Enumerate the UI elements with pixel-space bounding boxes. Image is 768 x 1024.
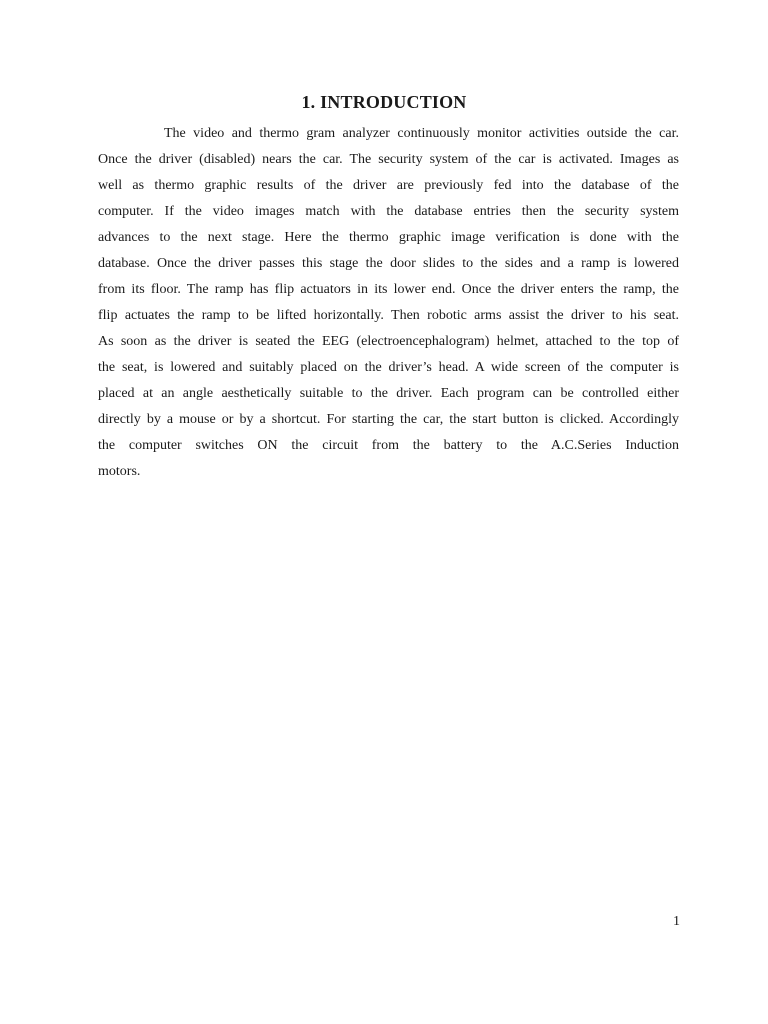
introduction-paragraph <box>98 121 679 485</box>
paragraph-line: The video and thermo gram analyzer continuously monitor activities outside the car. <box>164 126 679 141</box>
paragraph-line: the computer switches ON the circuit from the battery to the A.C.Series Induction <box>98 438 679 453</box>
paragraph-line: well as thermo graphic results of the driver are previously fed into the database of the <box>98 178 679 193</box>
paragraph-line: from its floor. The ramp has flip actuators in its lower end. Once the driver enters the ramp, the <box>98 282 679 297</box>
paragraph-line: motors. <box>98 464 141 479</box>
paragraph-line: the seat, is lowered and suitably placed on the driver’s head. A wide screen of the computer is <box>98 360 679 375</box>
paragraph-line: placed at an angle aesthetically suitable to the driver. Each program can be controlled either <box>98 386 679 401</box>
section-heading: 1. INTRODUCTION <box>301 92 467 112</box>
paragraph-line: advances to the next stage. Here the thermo graphic image verification is done with the <box>98 230 679 245</box>
paragraph-line: computer. If the video images match with the database entries then the security system <box>98 204 679 219</box>
paragraph-line: As soon as the driver is seated the EEG (electroencephalogram) helmet, attached to the top of <box>98 334 679 349</box>
paragraph-line: directly by a mouse or by a shortcut. For starting the car, the start button is clicked. Accordingly <box>98 412 679 427</box>
page-number: 1 <box>673 914 680 929</box>
paragraph-line: flip actuates the ramp to be lifted horizontally. Then robotic arms assist the driver to his seat. <box>98 308 679 323</box>
paragraph-line: Once the driver (disabled) nears the car. The security system of the car is activated. Images as <box>98 152 679 167</box>
paragraph-line: database. Once the driver passes this stage the door slides to the sides and a ramp is lowered <box>98 256 679 271</box>
